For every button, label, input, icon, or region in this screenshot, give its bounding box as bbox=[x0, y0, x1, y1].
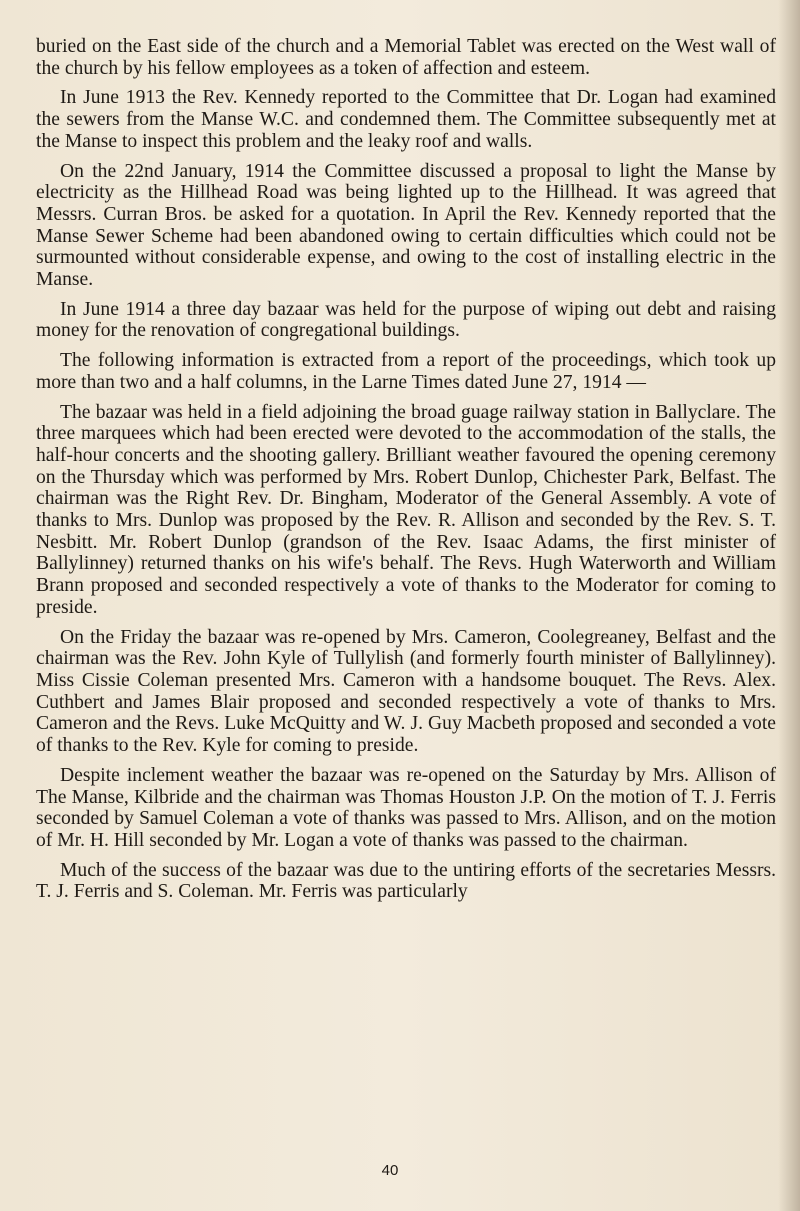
paragraph: Much of the success of the bazaar was due to the untiring efforts of the secretaries Messrs. T. J. Ferris and S. Coleman. Mr. Ferris was particularly bbox=[36, 859, 776, 903]
paragraph: On the Friday the bazaar was re-opened by Mrs. Cameron, Coolegreaney, Belfast and the chairman was the Rev. John Kyle of Tullylish (and formerly fourth minister of Ballylinney). Miss Cissie Coleman presented Mrs. Cameron with a handsome bouquet. The Revs. Alex. Cuthbert and James Blair proposed and seconded respectively a vote of thanks to Mrs. Cameron and the Revs. Luke McQuitty and W. J. Guy Macbeth proposed and seconded a vote of thanks to the Rev. Kyle for coming to preside. bbox=[36, 626, 776, 757]
paragraph: buried on the East side of the church and a Memorial Tablet was erected on the West wall of the church by his fellow employees as a token of affection and esteem. bbox=[36, 36, 776, 79]
paragraph: In June 1913 the Rev. Kennedy reported to the Committee that Dr. Logan had examined the sewers from the Manse W.C. and condemned them. The Committee subsequently met at the Manse to inspect this problem and the leaky roof and walls. bbox=[36, 87, 776, 152]
paragraph: On the 22nd January, 1914 the Committee discussed a proposal to light the Manse by electricity as the Hillhead Road was being lighted up to the Hillhead. It was agreed that Messrs. Curran Bros. be asked for a quotation. In April the Rev. Kennedy reported that the Manse Sewer Scheme had been abandoned owing to certain difficulties which could not be surmounted without considerable expense, and owing to the cost of installing electric in the Manse. bbox=[36, 160, 776, 291]
paragraph: The following information is extracted from a report of the proceedings, which took up more than two and a half columns, in the Larne Times dated June 27, 1914 — bbox=[36, 350, 776, 393]
paragraph: In June 1914 a three day bazaar was held for the purpose of wiping out debt and raising money for the renovation of congregational buildings. bbox=[36, 298, 776, 342]
body-text bbox=[36, 36, 776, 911]
page-gutter-shadow bbox=[778, 0, 800, 1211]
page-number: 40 bbox=[381, 1162, 399, 1179]
paragraph: Despite inclement weather the bazaar was re-opened on the Saturday by Mrs. Allison of The Manse, Kilbride and the chairman was Thomas Houston J.P. On the motion of T. J. Ferris seconded by Samuel Coleman a vote of thanks was passed to Mrs. Allison, and on the motion of Mr. H. Hill seconded by Mr. Logan a vote of thanks was passed to the chairman. bbox=[36, 764, 776, 851]
paragraph: The bazaar was held in a field adjoining the broad guage railway station in Ballyclare. The three marquees which had been erected were devoted to the accommodation of the stalls, the half-hour concerts and the shooting gallery. Brilliant weather favoured the opening ceremony on the Thursday which was performed by Mrs. Robert Dunlop, Chichester Park, Belfast. The chairman was the Right Rev. Dr. Bingham, Moderator of the General Assembly. A vote of thanks to Mrs. Dunlop was proposed by the Rev. R. Allison and seconded by the Rev. S. T. Nesbitt. Mr. Robert Dunlop (grandson of the Rev. Isaac Adams, the first minister of Ballylinney) returned thanks on his wife's behalf. The Revs. Hugh Waterworth and William Brann proposed and seconded respectively a vote of thanks to the Moderator for coming to preside. bbox=[36, 401, 776, 618]
